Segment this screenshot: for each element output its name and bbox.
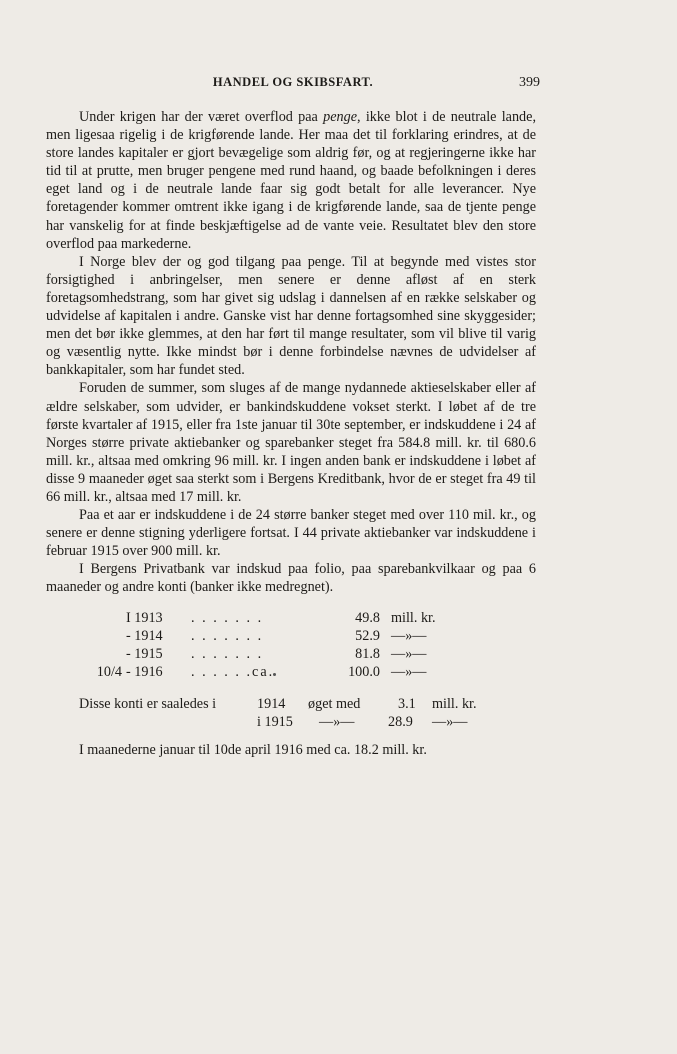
- konti-year-1914: 1914: [257, 696, 286, 713]
- deposit-table: [46, 609, 536, 682]
- table-value: 52.9: [355, 627, 380, 644]
- table-row: [46, 609, 536, 627]
- table-year: I 1913: [126, 609, 163, 626]
- table-date-prefix: 10/4: [96, 664, 122, 681]
- table-unit: —»—: [391, 664, 427, 681]
- table-year: - 1916: [126, 664, 163, 681]
- table-value: 81.8: [355, 645, 380, 662]
- konti-value-1915: 28.9: [388, 714, 413, 731]
- table-row: [46, 645, 536, 663]
- table-year: - 1914: [126, 627, 163, 644]
- table-leader: . . . . . . .: [191, 609, 264, 626]
- page-number: 399: [519, 75, 540, 90]
- table-unit: —»—: [391, 645, 427, 662]
- paragraph-2: I Norge blev der og god tilgang paa penge. Til at begynde med vistes stor forsigtighed i anbringelser, men senere er denne afløst af en sterk foretagsomhedstrang, som har givet sig udslag i dannelsen af en række selskaber og udvidelse af kapitalen i andre. Ganske vist har denne fortagsomhed sine skyggesider; men det bør ikke glemmes, at den har ført til mange resultater, som vil blive til varig og væsentlig nytte. Ikke mindst bør i denne forbindelse nævnes de udvidelser af bankkapitaler, som har fundet sted.: [46, 253, 536, 379]
- table-value: 100.0: [348, 664, 380, 681]
- running-header: [46, 75, 540, 95]
- paragraph-4: Paa et aar er indskuddene i de 24 større banker steget med over 110 mil. kr., og senere er denne stigning yderligere fortsat. I 44 private aktiebanker var indskuddene i februar 1915 over 900 mill. kr.: [46, 507, 536, 560]
- table-leader: . . . . . .ca.: [191, 664, 275, 681]
- table-leader: . . . . . . .: [191, 627, 264, 644]
- paragraph-3: Foruden de summer, som sluges af de mange nydannede aktieselskaber eller af ældre selskaber, som udvider, er bankindskuddene vokset sterkt. I løbet af de tre første kvartaler af 1915, eller fra 1ste januar til 30te september, er indskuddene i 24 af Norges større private aktiebanker og sparebanker steget fra 584.8 mill. kr. til 680.6 mill. kr., altsaa med omkring 96 mill. kr. I ingen anden bank er indskuddene i løbet af disse 9 maaneder øget saa sterkt som i Bergens Kreditbank, hvor de er steget fra 49 til 66 mill. kr., altsaa med 17 mill. kr.: [46, 380, 536, 505]
- table-unit: mill. kr.: [391, 609, 436, 626]
- table-unit: —»—: [391, 627, 427, 644]
- emphasis-penge: penge: [323, 109, 358, 125]
- konti-summary: Disse konti er saaledes i 1914 øget med 3.1 mill. kr. i 1915 —»— 28.9 —»—: [79, 696, 477, 731]
- table-row: [46, 663, 536, 681]
- table-leader: . . . . . . .: [191, 645, 264, 662]
- konti-value-1914: 3.1: [398, 696, 416, 713]
- konti-intro: Disse konti er saaledes i: [79, 696, 217, 713]
- table-value: 49.8: [355, 609, 380, 626]
- header-title: HANDEL OG SKIBSFART.: [212, 75, 374, 89]
- table-year: - 1915: [126, 645, 163, 662]
- final-paragraph: I maanederne januar til 10de april 1916 med ca. 18.2 mill. kr.: [79, 742, 427, 759]
- konti-year-1915: i 1915: [257, 714, 293, 731]
- paragraph-1: Under krigen har der været overflod paa penge, ikke blot i de neutrale lande, men ligesaa rigelig i de krigførende lande. Her maa det til forklaring erindres, at de store landes kapitaler er gjort bevægelige som aldrig før, og at regjeringerne ikke har tid til at prutte, men bruger pengene med rund haand, og baade befolkningen i deres eget land og i de neutrale lande faar sig godt betalt for alle leverancer. Nye foretagender kommer omtrent ikke igang i de krigførende lande, saa de tjente penge har vanskelig for at finde beskjæftigelse ad de vante veie. Resultatet blev den store overflod paa markederne.: [46, 109, 536, 252]
- table-row: [46, 627, 536, 645]
- body-text: [46, 108, 536, 759]
- paragraph-5: I Bergens Privatbank var indskud paa folio, paa sparebankvilkaar og paa 6 maaneder og andre konti (banker ikke medregnet).: [46, 561, 536, 596]
